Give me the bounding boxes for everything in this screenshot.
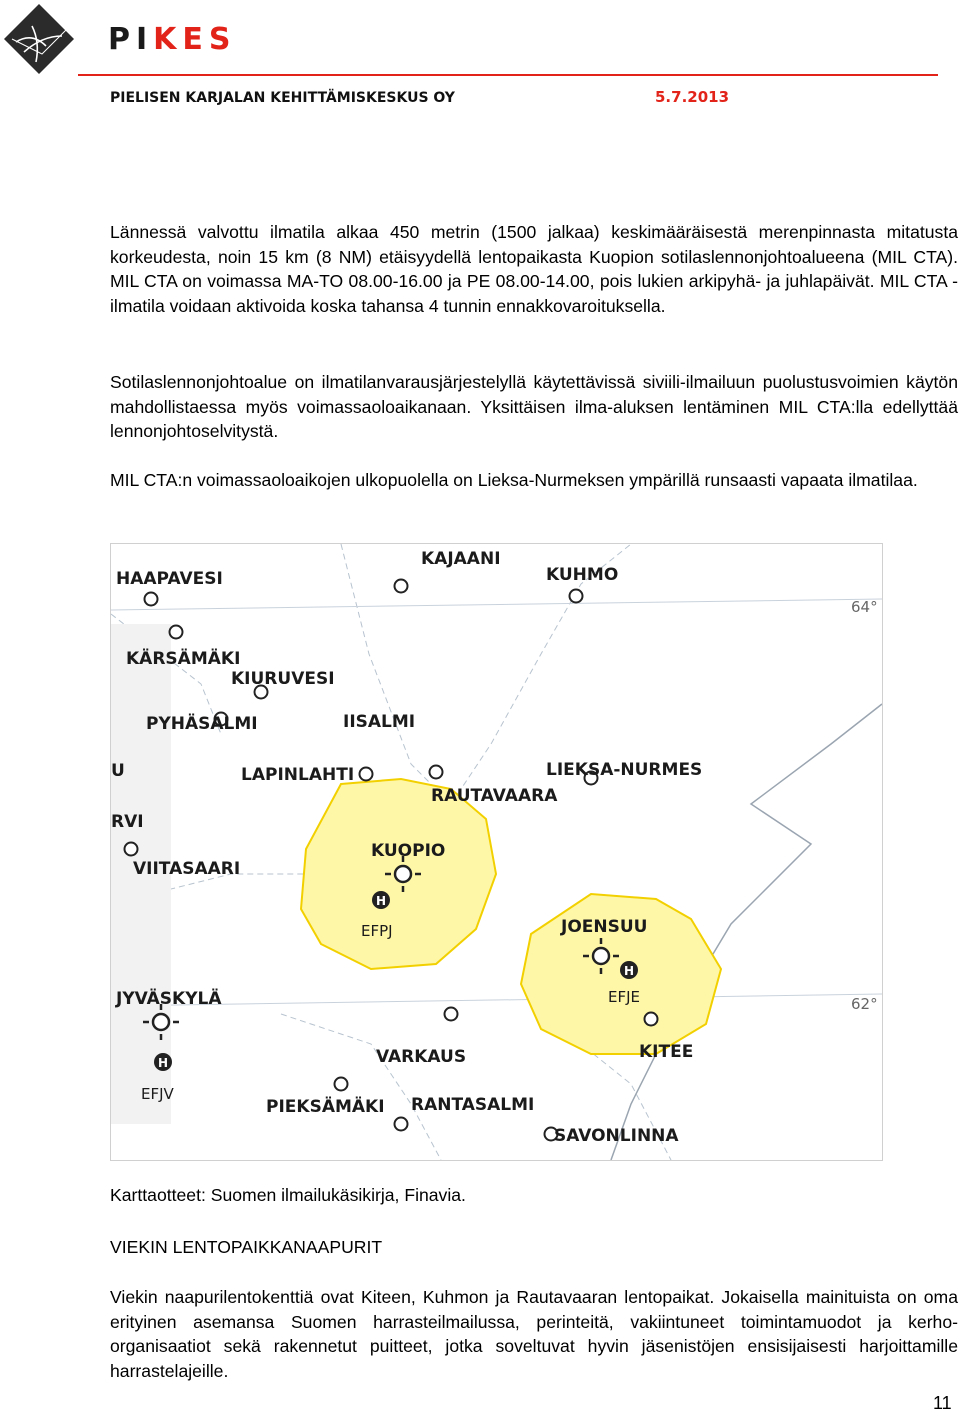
heliport-symbol-kuopio: H [375,894,387,908]
map-label-varkaus: VARKAUS [376,1047,467,1067]
header-rule [78,74,938,76]
paragraph-airspace-reservation: Sotilaslennonjohtoalue on ilmatilanvarausjärjestelyllä käytettävissä siviili-ilmailuun puolustusvoimien käytön mahdollistaessa myös voimassaoloaikanaan. Yksittäisen ilma-aluksen lentäminen MIL CTA:lla edellyttää lennonjohtoselvitystä. [110,372,958,442]
document-date: 5.7.2013 [655,88,730,106]
map-label-cut-left-2: RVI [111,812,144,832]
paragraph-mil-cta: Lännessä valvottu ilmatila alkaa 450 metrin (1500 jalkaa) keskimääräisestä merenpinnasta mitatusta korkeudesta, noin 15 km (8 NM) etäisyydellä lentopaikasta Kuopion sotilaslennonjohtoalueena (MIL CTA). MIL CTA on voimassa MA-TO 08.00-16.00 ja PE 08.00-14.00, pois lukien arkipyhä- ja juhlapäivät. MIL CTA -ilmatila voidaan aktivoida koska tahansa 4 tunnin ennakkovaroituksella. [110,222,958,316]
map-label-iisalmi: IISALMI [343,712,416,732]
map-caption: Karttaotteet: Suomen ilmailukäsikirja, Finavia. [110,1185,466,1205]
map-label-lapinlahti: LAPINLAHTI [241,765,355,785]
pikes-logo-mark [2,2,76,76]
map-label-karsamaki: KÄRSÄMÄKI [126,649,241,669]
paragraph-free-airspace: MIL CTA:n voimassaoloaikojen ulkopuolella on Lieksa-Nurmeksen ympärillä runsaasti vapaata ilmatilaa. [110,470,918,490]
map-label-efjv: EFJV [141,1085,174,1103]
map-label-kuopio: KUOPIO [371,841,446,861]
map-latitude-62: 62° [851,995,878,1013]
heliport-symbol-joensuu: H [623,964,635,978]
heliport-symbol-jyvaskyla: H [157,1056,169,1070]
page-number: 11 [933,1393,952,1413]
map-label-savonlinna: SAVONLINNA [554,1126,679,1146]
map-label-haapavesi: HAAPAVESI [116,569,223,589]
map-latitude-64: 64° [851,598,878,616]
organization-name: PIELISEN KARJALAN KEHITTÄMISKESKUS OY [110,90,455,106]
map-label-kajaani: KAJAANI [421,549,501,569]
map-label-efpj: EFPJ [361,922,393,940]
map-label-lieksa-nurmes: LIEKSA-NURMES [546,760,703,780]
map-label-pieksamaki: PIEKSÄMÄKI [266,1097,385,1117]
brand-wordmark: PIKES [108,22,237,57]
map-label-rautavaara: RAUTAVAARA [431,786,558,806]
map-label-efje: EFJE [608,988,641,1006]
airspace-map [110,543,883,1161]
map-label-cut-left-1: U [111,761,125,781]
map-label-joensuu: JOENSUU [561,917,648,937]
map-label-jyvaskyla: JYVÄSKYLÄ [116,989,222,1009]
map-label-viitasaari: VIITASAARI [133,859,241,879]
map-label-kuhmo: KUHMO [546,565,619,585]
map-label-pyhasalmi: PYHÄSALMI [146,714,258,734]
map-label-kiuruvesi: KIURUVESI [231,669,335,689]
paragraph-neighbour-airfields: Viekin naapurilentokenttiä ovat Kiteen, Kuhmon ja Rautavaaran lentopaikat. Jokaisella mainituista on oma erityinen asemansa Suomen harrasteilmailussa, perinteitä, vakiintuneet toimintamuodot ja kerho-organisaatiot sekä rakennetut puitteet, jotka soveltuvat hyvin jäsenistöjen ensisijaisesti harjoittamille harrastelajeille. [110,1287,958,1381]
section-heading: VIEKIN LENTOPAIKKANAAPURIT [110,1237,383,1257]
map-label-rantasalmi: RANTASALMI [411,1095,535,1115]
map-label-kitee: KITEE [639,1042,694,1062]
